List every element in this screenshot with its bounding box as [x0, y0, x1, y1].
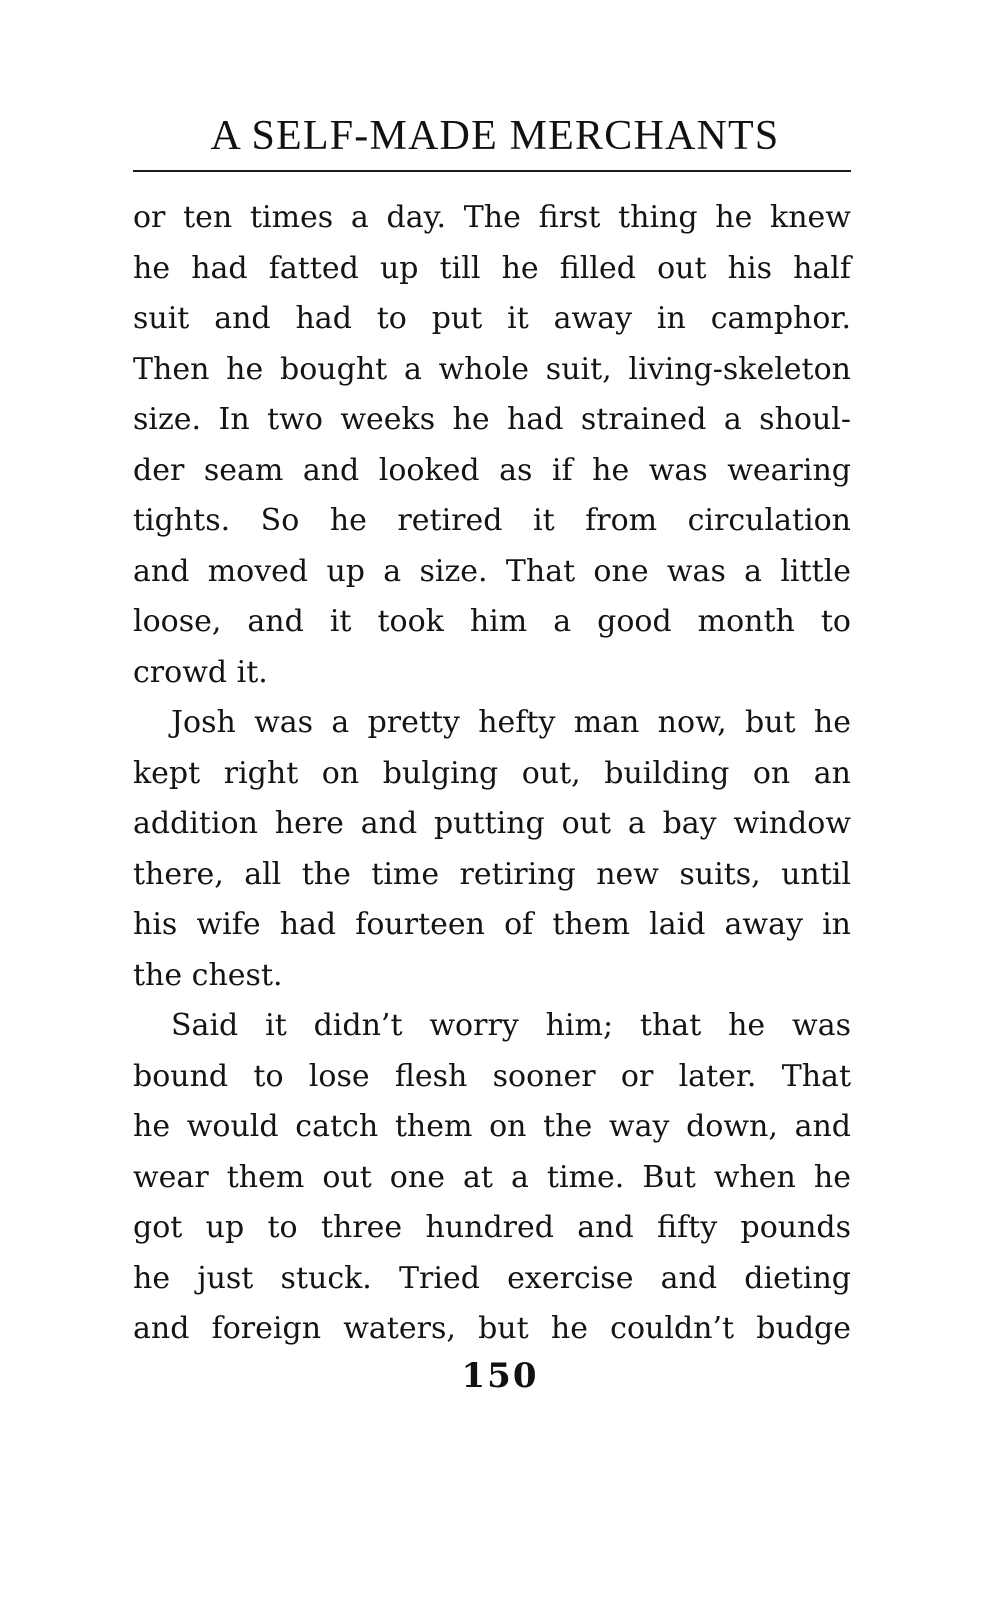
text-line: loose, and it took him a good month to [133, 604, 851, 639]
paragraph-2 [133, 698, 851, 1001]
paragraph-3 [133, 1001, 851, 1355]
text-line: his wife had fourteen of them laid away in [133, 907, 851, 942]
text-line: Josh was a pretty hefty man now, but he [171, 705, 851, 740]
text-line: size. In two weeks he had strained a shoul- [133, 402, 851, 437]
text-line: there, all the time retiring new suits, until [133, 856, 851, 892]
paragraph-1 [133, 193, 851, 698]
running-head: A SELF-MADE MERCHANTS [210, 113, 780, 159]
text-line: and moved up a size. That one was a little [133, 553, 851, 589]
text-line: der seam and looked as if he was wearing [133, 452, 851, 488]
header-rule [133, 170, 851, 172]
text-line: got up to three hundred and fifty pounds [133, 1210, 851, 1245]
text-line: or ten times a day. The first thing he knew [133, 200, 851, 235]
text-line: he just stuck. Tried exercise and dieting [133, 1260, 851, 1296]
text-line: the chest. [133, 957, 283, 993]
text-line: bound to lose flesh sooner or later. That [133, 1058, 851, 1094]
body-text [133, 193, 851, 1355]
text-line: Said it didn’t worry him; that he was [171, 1008, 851, 1043]
text-line: Then he bought a whole suit, living-skeleton [133, 351, 851, 387]
text-line: addition here and putting out a bay window [133, 806, 851, 841]
text-line: he had fatted up till he filled out his half [133, 250, 851, 286]
text-line: kept right on bulging out, building on an [133, 755, 851, 791]
text-line: and foreign waters, but he couldn’t budge [133, 1311, 851, 1346]
text-line: tights. So he retired it from circulation [133, 503, 851, 538]
page-number: 150 [461, 1356, 539, 1396]
text-line: he would catch them on the way down, and [133, 1109, 851, 1144]
text-line: crowd it. [133, 654, 268, 690]
text-line: wear them out one at a time. But when he [133, 1159, 851, 1195]
text-line: suit and had to put it away in camphor. [133, 301, 851, 336]
